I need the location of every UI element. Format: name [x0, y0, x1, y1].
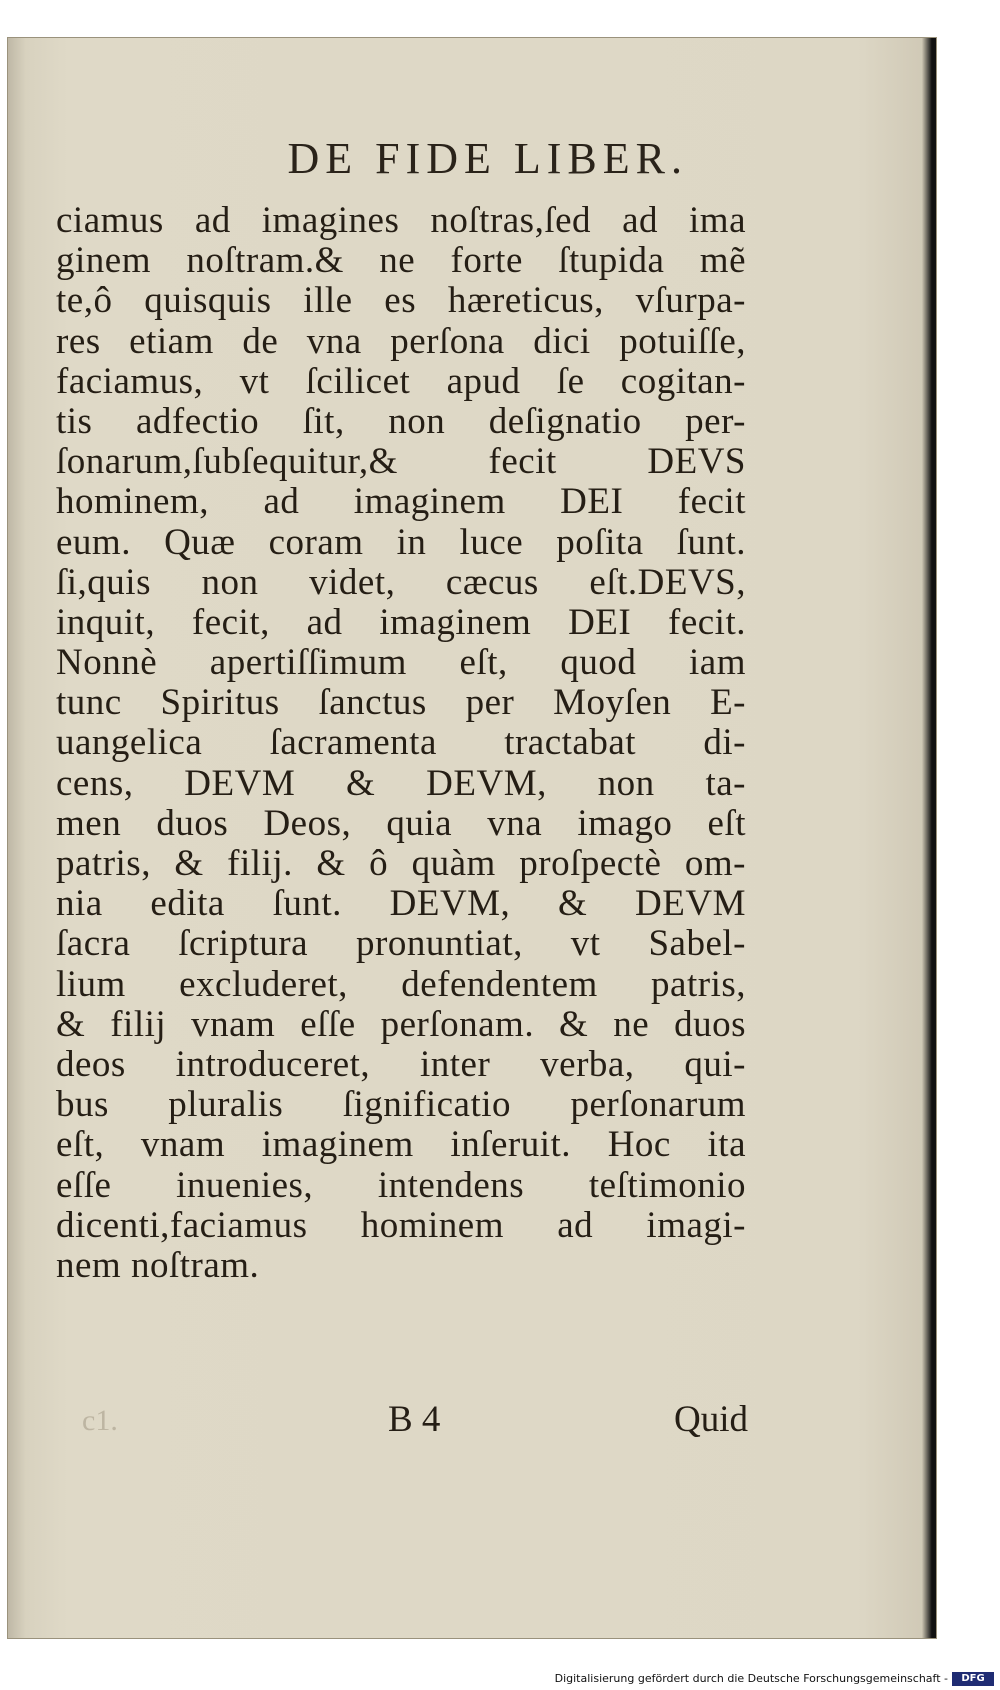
text-line: ciamus ad imagines noſtras,ſed ad ima	[56, 201, 746, 241]
text-line: eum. Quæ coram in luce poſita ſunt.	[56, 522, 746, 563]
page-footer	[388, 1398, 748, 1448]
text-line: ſi,quis non videt, cæcus eſt.DEVS,	[56, 562, 746, 603]
catchword: Quid	[674, 1399, 748, 1440]
text-line: ſacra ſcriptura pronuntiat, vt Sabel-	[56, 924, 746, 965]
text-line: uangelica ſacramenta tractabat di-	[56, 723, 746, 764]
text-line: deos introduceret, inter verba, qui-	[56, 1044, 746, 1085]
text-line: faciamus, vt ſcilicet apud ſe cogitan-	[56, 361, 746, 402]
dfg-logo-icon: DFG	[952, 1672, 994, 1686]
page-edge-shadow	[922, 38, 936, 1638]
text-line: tunc Spiritus ſanctus per Moyſen E-	[56, 683, 746, 724]
text-line: res etiam de vna perſona dici potuiſſe,	[56, 321, 746, 362]
text-line: eſſe inuenies, intendens teſtimonio	[56, 1165, 746, 1206]
text-line: patris, & filij. & ô quàm proſpectè om-	[56, 844, 746, 884]
faint-show-through-mark: c1.	[82, 1404, 118, 1437]
text-line: eſt, vnam imaginem inſeruit. Hoc ita	[56, 1125, 746, 1166]
text-line: te,ô quisquis ille es hæreticus, vſurpa-	[56, 281, 746, 322]
text-line: ſonarum,ſubſequitur,& fecit DEVS	[56, 442, 746, 483]
credit-text: Digitalisierung gefördert durch die Deutsche Forschungsgemeinschaft -	[554, 1672, 948, 1685]
text-line: hominem, ad imaginem DEI fecit	[56, 482, 746, 523]
credit-bar	[0, 1668, 1000, 1690]
text-line: dicenti,faciamus hominem ad imagi-	[56, 1205, 746, 1246]
text-line: Nonnè apertiſſimum eſt, quod iam	[56, 643, 746, 684]
text-line: nem noſtram.	[56, 1245, 260, 1286]
text-line: inquit, fecit, ad imaginem DEI fecit.	[56, 602, 746, 643]
text-line: ginem noſtram.& ne forte ſtupida mẽ	[56, 241, 746, 282]
text-line: men duos Deos, quia vna imago eſt	[56, 803, 746, 844]
text-line: bus pluralis ſignificatio perſonarum	[56, 1085, 746, 1126]
text-line: lium excluderet, defendentem patris,	[56, 964, 746, 1005]
text-line: tis adfectio ſit, non deſignatio per-	[56, 401, 746, 442]
book-page	[8, 38, 936, 1638]
running-head: DE FIDE LIBER.	[287, 134, 688, 183]
text-line: & filij vnam eſſe perſonam. & ne duos	[56, 1004, 746, 1045]
body-text	[56, 201, 746, 1286]
text-line: cens, DEVM & DEVM, non ta-	[56, 763, 746, 804]
signature-mark: B 4	[388, 1399, 441, 1440]
text-line: nia edita ſunt. DEVM, & DEVM	[56, 884, 746, 925]
